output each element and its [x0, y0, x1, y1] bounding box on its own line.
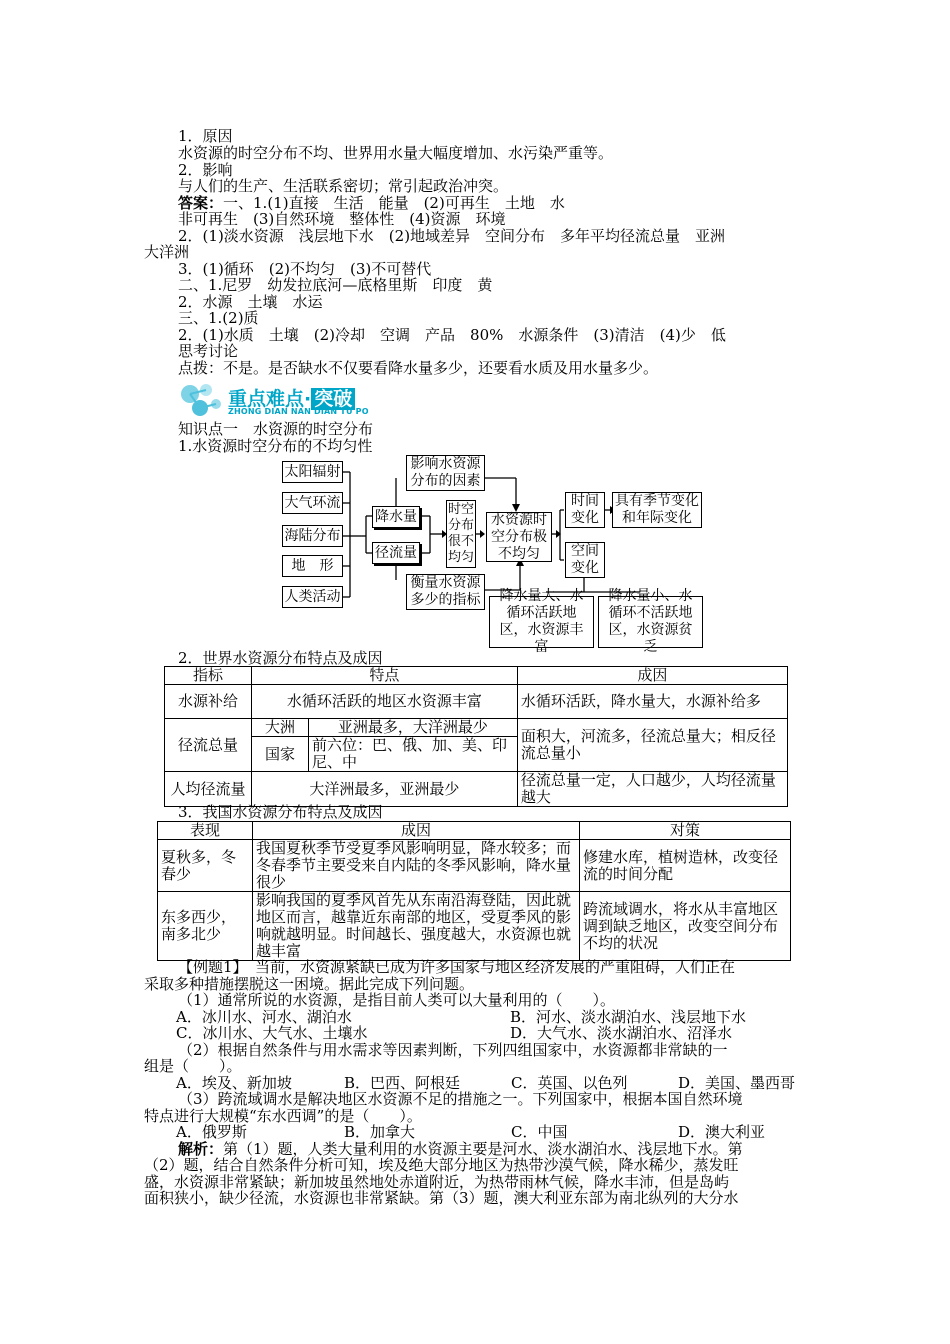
answer-line: 2．水源 土壤 水运: [178, 293, 323, 311]
table-cell: 我国夏秋季节受夏季风影响明显，降水较多；而冬春季节主要受来自内陆的冬季风影响，降水量很少: [253, 840, 580, 892]
answer-line: 2．(1)淡水资源 浅层地下水 (2)地域差异 空间分布 多年平均径流总量 亚洲: [178, 227, 726, 245]
option: B．加拿大: [344, 1123, 416, 1141]
table-cell: 径流总量: [165, 719, 252, 772]
table-header: 对策: [580, 822, 791, 840]
table-cell: 跨流域调水，将水从丰富地区调到缺乏地区，改变空间分布不均的状况: [580, 892, 791, 961]
question-3: 特点进行大规模“东水西调”的是（ ）。: [144, 1107, 422, 1125]
flow-measure-box: 衡量水资源多少的指标: [406, 574, 485, 610]
question-1: （1）通常所说的水资源，是指目前人类可以大量利用的（ ）。: [178, 991, 616, 1009]
table-cell: 亚洲最多，大洋洲最少: [309, 719, 518, 737]
answer-line: 3．(1)循环 (2)不均匀 (3)不可替代: [178, 260, 432, 278]
example-line: 【例题1】 当前，水资源紧缺已成为许多国家与地区经济发展的严重阻碍，人们正在: [178, 958, 736, 976]
flow-factor-landsea: 海陆分布: [282, 525, 343, 547]
analysis-line: 解析：第（1）题，人类大量利用的水资源主要是河水、淡水湖泊水、浅层地下水。第: [178, 1140, 743, 1158]
option: A．埃及、新加坡: [176, 1074, 292, 1092]
flow-factor-solar: 太阳辐射: [282, 461, 343, 483]
china-water-table: [157, 821, 791, 961]
answer-line: 点拨：不是。是否缺水不仅要看降水量多少，还要看水质及用水量多少。: [178, 359, 659, 377]
flow-poor-box: 降水量小、水循环不活跃地区，水资源贫乏: [598, 596, 703, 648]
table-cell: 径流总量一定，人口越少，人均径流量越大: [517, 772, 787, 807]
table-cell: 水源补给: [165, 685, 252, 719]
option: C．英国、以色列: [511, 1074, 628, 1092]
option: C．中国: [511, 1123, 568, 1141]
section-heading: 知识点一 水资源的时空分布: [178, 420, 374, 438]
table-header: 表现: [158, 822, 253, 840]
flow-center-box: 水资源时空分布极不均匀: [486, 512, 552, 562]
table-cell: 大洋洲最多，亚洲最少: [252, 772, 518, 807]
flow-factor-human: 人类活动: [282, 586, 343, 608]
question-2: （2）根据自然条件与用水需求等因素判断，下列四组国家中，水资源都非常缺的一: [178, 1041, 728, 1059]
option: A．冰川水、河水、湖泊水: [176, 1008, 352, 1026]
intro-line: 水资源的时空分布不均、世界用水量大幅度增加、水污染严重等。: [178, 144, 614, 162]
flow-runoff-box: 径流量: [372, 542, 420, 564]
question-3: （3）跨流域调水是解决地区水资源不足的措施之一。下列国家中，根据本国自然环境: [178, 1090, 743, 1108]
answer-line: 二、1.尼罗 幼发拉底河—底格里斯 印度 黄: [178, 276, 493, 294]
answer-line: 三、1.(2)质: [178, 309, 259, 327]
flow-space-box: 空间变化: [565, 542, 605, 578]
answer-line: 2．(1)水质 土壤 (2)冷却 空调 产品 80% 水源条件 (3)清洁 (4)少 低: [178, 326, 726, 344]
flow-factors-box: 影响水资源分布的因素: [406, 455, 485, 491]
banner-title: 重点难点· 突破: [228, 384, 355, 411]
section-subheading: 1.水资源时空分布的不均匀性: [178, 437, 373, 455]
answer-line: 大洋洲: [144, 243, 190, 261]
option: D．大气水、淡水湖泊水、沼泽水: [510, 1024, 733, 1042]
banner-pinyin: ZHONG DIAN NAN DIAN TU PO: [228, 407, 369, 416]
table-cell: 水循环活跃，降水量大，水源补给多: [517, 685, 787, 719]
world-water-table: [164, 666, 788, 807]
table-cell: 大洲: [252, 719, 309, 737]
table-cell: 夏秋多，冬春少: [158, 840, 253, 892]
answer-label: 答案：: [178, 194, 224, 212]
answer-line: 思考讨论: [178, 342, 239, 360]
table-cell: 修建水库，植树造林，改变径流的时间分配: [580, 840, 791, 892]
question-2: 组是（ ）。: [144, 1057, 242, 1075]
table-header: 成因: [253, 822, 580, 840]
section-subheading: 3．我国水资源分布特点及成因: [178, 803, 383, 821]
flow-rich-box: 降水量大、水循环活跃地区，水资源丰富: [489, 596, 594, 648]
analysis-line: 面积狭小，缺少径流，水资源也非常紧缺。第（3）题，澳大利亚东部为南北纵列的大分水: [144, 1189, 739, 1207]
table-cell: 前六位：巴、俄、加、美、印尼、中: [309, 737, 518, 772]
section-subheading: 2．世界水资源分布特点及成因: [178, 649, 383, 667]
table-cell: 水循环活跃的地区水资源丰富: [252, 685, 518, 719]
answer-text: 一、1.(1)直接 生活 能量 (2)可再生 土地 水: [223, 194, 565, 212]
option: C．冰川水、大气水、土壤水: [176, 1024, 368, 1042]
table-cell: 东多西少，南多北少: [158, 892, 253, 961]
flow-factor-circulation: 大气环流: [282, 492, 343, 514]
flow-rain-box: 降水量: [372, 506, 420, 528]
flow-factor-terrain: 地 形: [282, 555, 343, 577]
analysis-line: 盛，水资源非常紧缺；新加坡虽然地处赤道附近，为热带雨林气候，降水丰沛，但是岛屿: [144, 1173, 730, 1191]
table-header: 指标: [165, 667, 252, 685]
option: A．俄罗斯: [176, 1123, 247, 1141]
option: D．澳大利亚: [678, 1123, 766, 1141]
flow-time-box: 时间变化: [565, 492, 605, 528]
option: B．河水、淡水湖泊水、浅层地下水: [510, 1008, 747, 1026]
intro-line: 与人们的生产、生活联系密切；常引起政治冲突。: [178, 177, 509, 195]
example-line: 采取多种措施摆脱这一困境。据此完成下列问题。: [144, 975, 475, 993]
option: B．巴西、阿根廷: [344, 1074, 461, 1092]
table-cell: 人均径流量: [165, 772, 252, 807]
intro-line: 2．影响: [178, 161, 233, 179]
answer-line: 非可再生 (3)自然环境 整体性 (4)资源 环境: [178, 210, 506, 228]
analysis-label: 解析：: [178, 1140, 224, 1158]
table-header: 成因: [517, 667, 787, 685]
intro-line: 1．原因: [178, 127, 233, 145]
table-cell: 国家: [252, 737, 309, 772]
option: D．美国、墨西哥: [678, 1074, 796, 1092]
flow-uneven-box: 时空分布很不均匀: [446, 500, 476, 568]
table-cell: 面积大，河流多，径流总量大；相反径流总量小: [517, 719, 787, 772]
analysis-line: （2）题，结合自然条件分析可知，埃及绝大部分地区为热带沙漠气候，降水稀少，蒸发旺: [144, 1156, 739, 1174]
table-header: 特点: [252, 667, 518, 685]
table-cell: 影响我国的夏季风首先从东南沿海登陆，因此就地区而言，越靠近东南部的地区，受夏季风的影响就越明显。时间越长、强度越大，水资源也就越丰富: [253, 892, 580, 961]
flow-time-desc-box: 具有季节变化和年际变化: [612, 492, 702, 528]
